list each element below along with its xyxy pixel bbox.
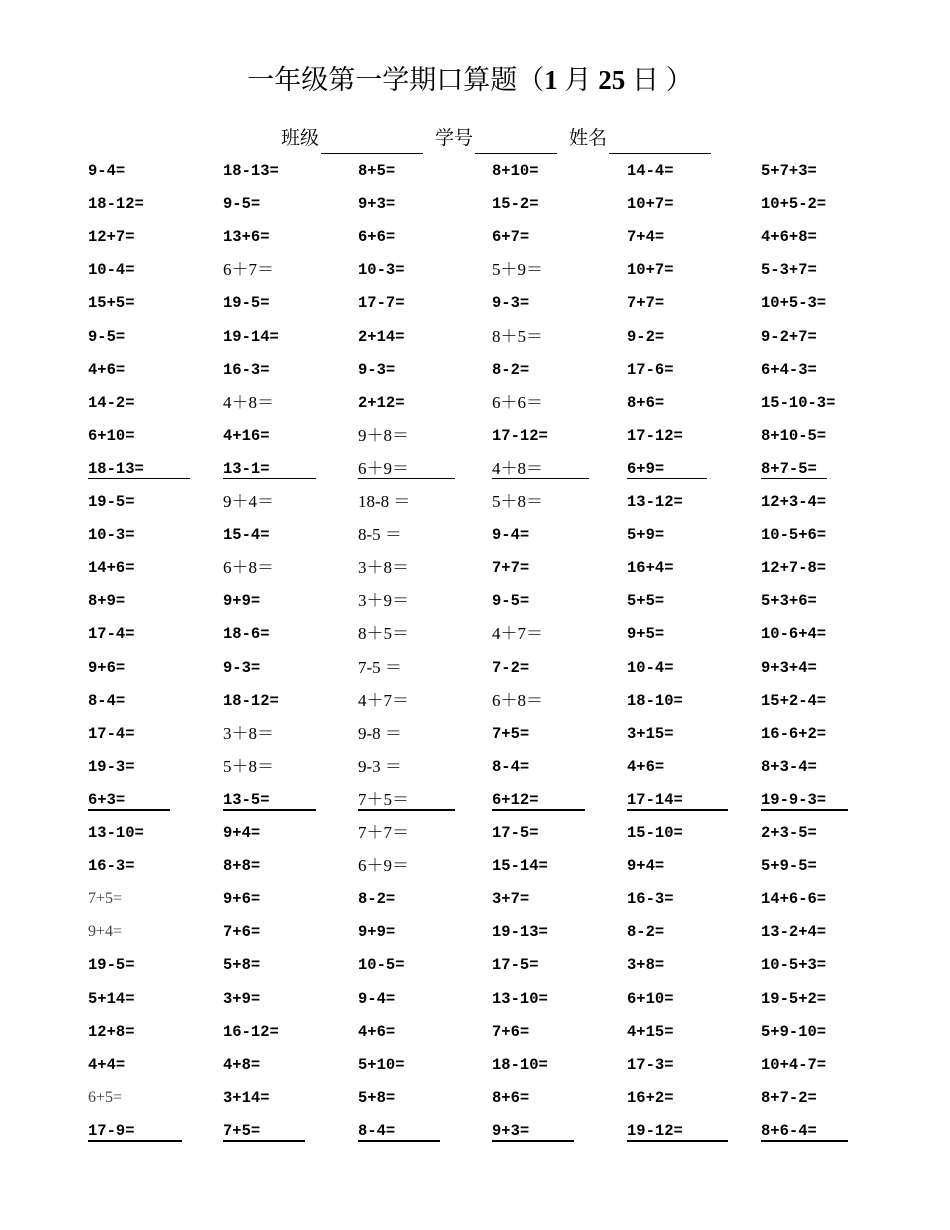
section-divider-line bbox=[492, 809, 585, 811]
problem-item: 6+9= bbox=[627, 459, 665, 478]
problem-item: 5+14= bbox=[88, 989, 135, 1008]
problem-item: 5+9-10= bbox=[761, 1022, 827, 1041]
problem-item: 18-10= bbox=[627, 691, 683, 710]
problem-item: 17-6= bbox=[627, 360, 674, 379]
problem-item: 13-10= bbox=[88, 824, 144, 842]
problem-item: 6＋9＝ bbox=[358, 458, 409, 478]
problem-row bbox=[0, 357, 950, 390]
problem-item: 15-10= bbox=[627, 824, 683, 842]
problem-row bbox=[0, 886, 950, 919]
problem-item: 15-4= bbox=[223, 526, 270, 545]
title-suffix: 日 ） bbox=[625, 65, 693, 95]
problem-item: 9+3+4= bbox=[761, 658, 817, 677]
problem-item: 18-6= bbox=[223, 625, 270, 644]
problem-item: 3+14= bbox=[223, 1088, 270, 1107]
problem-row bbox=[0, 1085, 950, 1118]
problem-item: 15-10-3= bbox=[761, 393, 836, 412]
problem-item: 7＋5＝ bbox=[358, 789, 409, 809]
problem-item: 8＋5＝ bbox=[492, 326, 543, 346]
problem-item: 8-4= bbox=[358, 1121, 396, 1140]
problem-item: 17-7= bbox=[358, 294, 405, 313]
problem-item: 19-12= bbox=[627, 1121, 683, 1140]
name-label: 姓名 bbox=[569, 128, 608, 149]
problem-item: 7＋7＝ bbox=[358, 823, 409, 842]
problem-item: 4＋8＝ bbox=[223, 392, 274, 412]
section-divider-line bbox=[627, 1140, 728, 1142]
problem-item: 6+7= bbox=[492, 228, 530, 247]
problem-item: 9+6= bbox=[223, 890, 261, 909]
problem-item: 6+6= bbox=[358, 228, 396, 247]
problem-item: 18-10= bbox=[492, 1055, 548, 1074]
problem-item: 5＋8＝ bbox=[223, 756, 274, 776]
problem-item: 4+6= bbox=[627, 757, 665, 776]
section-divider-line bbox=[358, 809, 455, 811]
problem-item: 13-10= bbox=[492, 989, 548, 1008]
problem-item: 8+10= bbox=[492, 162, 539, 180]
problem-item: 14+6-6= bbox=[761, 890, 827, 909]
problem-row bbox=[0, 721, 950, 754]
problem-item: 19-14= bbox=[223, 327, 279, 346]
problem-item: 15-2= bbox=[492, 195, 539, 214]
problem-item: 14-2= bbox=[88, 393, 135, 412]
section-divider-line bbox=[223, 478, 316, 479]
problem-row bbox=[0, 1019, 950, 1052]
problem-item: 8-2= bbox=[492, 360, 530, 379]
problem-item: 8+8= bbox=[223, 857, 261, 876]
problem-item: 6＋8＝ bbox=[223, 558, 274, 578]
problem-item: 5+9-5= bbox=[761, 857, 817, 876]
section-divider-line bbox=[358, 478, 455, 479]
problem-item: 3＋8＝ bbox=[358, 558, 409, 578]
problem-item: 19-9-3= bbox=[761, 790, 827, 809]
problem-item: 9-5= bbox=[492, 592, 530, 611]
problem-row bbox=[0, 324, 950, 357]
section-divider-line bbox=[223, 809, 316, 811]
problem-item: 4＋7＝ bbox=[358, 690, 409, 710]
problem-item: 8+7-5= bbox=[761, 459, 817, 478]
problem-row bbox=[0, 853, 950, 886]
problem-row bbox=[0, 588, 950, 621]
problem-item: 4+6= bbox=[358, 1022, 396, 1041]
problem-item: 6+10= bbox=[88, 426, 135, 445]
problem-item: 7+7= bbox=[492, 559, 530, 578]
problem-item: 4+4= bbox=[88, 1055, 126, 1074]
problem-item: 16-3= bbox=[627, 890, 674, 909]
problem-item: 10+5-2= bbox=[761, 195, 827, 214]
problem-item: 9+4= bbox=[88, 923, 123, 941]
problem-item: 12+3-4= bbox=[761, 493, 827, 511]
problem-item: 8＋5＝ bbox=[358, 624, 409, 644]
problem-item: 10+7= bbox=[627, 261, 674, 280]
title-month-label: 月 bbox=[557, 65, 599, 95]
problem-item: 10+7= bbox=[627, 195, 674, 214]
section-divider-line bbox=[88, 1140, 182, 1142]
problem-item: 12+7= bbox=[88, 228, 135, 247]
problem-item: 19-5= bbox=[223, 294, 270, 313]
problem-item: 19-5= bbox=[88, 956, 135, 975]
problem-item: 9+3= bbox=[492, 1121, 530, 1140]
problem-item: 8+10-5= bbox=[761, 426, 827, 445]
problem-item: 9＋4＝ bbox=[223, 492, 274, 511]
problem-item: 16+4= bbox=[627, 559, 674, 578]
problem-item: 8+6= bbox=[627, 393, 665, 412]
problem-row bbox=[0, 489, 950, 522]
problem-item: 9-8 ＝ bbox=[358, 723, 402, 743]
problem-item: 3＋8＝ bbox=[223, 723, 274, 743]
problem-item: 9-5= bbox=[88, 327, 126, 346]
problem-item: 8+6-4= bbox=[761, 1121, 817, 1140]
problem-item: 14-4= bbox=[627, 162, 674, 180]
problem-row bbox=[0, 820, 950, 853]
problem-row bbox=[0, 754, 950, 787]
problem-item: 8+3-4= bbox=[761, 757, 817, 776]
problem-item: 13-2+4= bbox=[761, 923, 827, 942]
problem-item: 18-12= bbox=[223, 691, 279, 710]
class-label: 班级 bbox=[281, 128, 320, 149]
problem-item: 3＋9＝ bbox=[358, 591, 409, 611]
problem-item: 13+6= bbox=[223, 228, 270, 247]
title-prefix: 一年级第一学期口算题（ bbox=[247, 65, 545, 95]
problem-row bbox=[0, 390, 950, 423]
problem-item: 2+14= bbox=[358, 327, 405, 346]
problem-item: 14+6= bbox=[88, 559, 135, 578]
problem-item: 9-3= bbox=[358, 360, 396, 379]
problem-item: 12+8= bbox=[88, 1022, 135, 1041]
problem-row bbox=[0, 919, 950, 952]
problem-item: 10+4-7= bbox=[761, 1055, 827, 1074]
problem-item: 5+3+6= bbox=[761, 592, 817, 611]
problem-row bbox=[0, 655, 950, 688]
problem-item: 9+9= bbox=[358, 923, 396, 942]
problem-item: 10-6+4= bbox=[761, 625, 827, 644]
problem-row bbox=[0, 522, 950, 555]
section-divider-line bbox=[88, 809, 170, 811]
problem-item: 5+8= bbox=[223, 956, 261, 975]
problem-item: 9+4= bbox=[627, 857, 665, 876]
problem-item: 4+6= bbox=[88, 360, 126, 379]
problem-item: 17-4= bbox=[88, 724, 135, 743]
problem-item: 3+9= bbox=[223, 989, 261, 1008]
problem-item: 17-3= bbox=[627, 1055, 674, 1074]
problem-item: 9+9= bbox=[223, 592, 261, 611]
problem-item: 16-6+2= bbox=[761, 724, 827, 743]
problem-row bbox=[0, 423, 950, 456]
problem-item: 10-4= bbox=[627, 658, 674, 677]
problem-item: 5+10= bbox=[358, 1055, 405, 1074]
problem-item: 8-2= bbox=[627, 923, 665, 942]
problem-item: 8-5 ＝ bbox=[358, 525, 402, 545]
problem-item: 9-3 ＝ bbox=[358, 756, 402, 776]
problem-item: 6＋9＝ bbox=[358, 856, 409, 876]
section-divider-line bbox=[761, 478, 827, 479]
problem-item: 13-12= bbox=[627, 493, 683, 511]
problem-item: 6＋6＝ bbox=[492, 392, 543, 412]
problem-item: 3+8= bbox=[627, 956, 665, 975]
section-divider-line bbox=[627, 478, 707, 479]
problem-item: 5+7+3= bbox=[761, 162, 817, 180]
problem-item: 3+7= bbox=[492, 890, 530, 909]
section-divider-line bbox=[761, 1140, 848, 1142]
problem-item: 15-14= bbox=[492, 857, 548, 876]
problem-item: 18-13= bbox=[223, 162, 279, 180]
problem-item: 16-3= bbox=[88, 857, 135, 876]
problem-item: 17-5= bbox=[492, 824, 539, 842]
problem-item: 7+5= bbox=[223, 1121, 261, 1140]
problem-row bbox=[0, 158, 950, 191]
problem-item: 6+3= bbox=[88, 790, 126, 809]
problem-row bbox=[0, 290, 950, 323]
problem-item: 8+7-2= bbox=[761, 1088, 817, 1107]
problem-item: 5＋8＝ bbox=[492, 492, 543, 511]
problem-item: 9+6= bbox=[88, 658, 126, 677]
problem-item: 6+4-3= bbox=[761, 360, 817, 379]
problem-item: 9-3= bbox=[492, 294, 530, 313]
problem-item: 5+5= bbox=[627, 592, 665, 611]
problem-item: 17-9= bbox=[88, 1121, 135, 1140]
problem-item: 2+12= bbox=[358, 393, 405, 412]
problem-item: 19-5+2= bbox=[761, 989, 827, 1008]
problem-row bbox=[0, 621, 950, 654]
problem-row bbox=[0, 1118, 950, 1151]
problem-item: 9-5= bbox=[223, 195, 261, 214]
problem-item: 4+8= bbox=[223, 1055, 261, 1074]
problem-item: 7+6= bbox=[223, 923, 261, 942]
problem-item: 10-5= bbox=[358, 956, 405, 975]
problem-item: 9+4= bbox=[223, 824, 261, 842]
problem-item: 13-5= bbox=[223, 790, 270, 809]
problem-item: 7-5 ＝ bbox=[358, 657, 402, 677]
problem-row bbox=[0, 688, 950, 721]
problem-item: 7+5= bbox=[492, 724, 530, 743]
problem-item: 18-12= bbox=[88, 195, 144, 214]
problem-item: 13-1= bbox=[223, 459, 270, 478]
problem-item: 16+2= bbox=[627, 1088, 674, 1107]
problem-item: 8+5= bbox=[358, 162, 396, 180]
section-divider-line bbox=[223, 1140, 305, 1142]
problem-item: 17-12= bbox=[627, 426, 683, 445]
problem-item: 9-4= bbox=[492, 526, 530, 545]
problem-item: 4+15= bbox=[627, 1022, 674, 1041]
problem-item: 6＋8＝ bbox=[492, 690, 543, 710]
problem-row bbox=[0, 191, 950, 224]
problem-item: 9-4= bbox=[88, 162, 126, 180]
problem-item: 5+9= bbox=[627, 526, 665, 545]
problem-item: 7-2= bbox=[492, 658, 530, 677]
problem-item: 6＋7＝ bbox=[223, 260, 274, 280]
problem-row bbox=[0, 257, 950, 290]
section-divider-line bbox=[492, 478, 589, 479]
student-number-label: 学号 bbox=[435, 128, 474, 149]
problem-item: 10-5+6= bbox=[761, 526, 827, 545]
problem-item: 10-4= bbox=[88, 261, 135, 280]
problem-item: 9+5= bbox=[627, 625, 665, 644]
problem-item: 19-5= bbox=[88, 493, 135, 511]
problem-item: 6+12= bbox=[492, 790, 539, 809]
problem-item: 15+5= bbox=[88, 294, 135, 313]
problem-row bbox=[0, 555, 950, 588]
problem-item: 8-4= bbox=[492, 757, 530, 776]
problem-item: 17-12= bbox=[492, 426, 548, 445]
problem-item: 8-2= bbox=[358, 890, 396, 909]
problem-item: 9+3= bbox=[358, 195, 396, 214]
problem-item: 7+5= bbox=[88, 890, 123, 908]
problem-item: 9-3= bbox=[223, 658, 261, 677]
problem-item: 18-8 ＝ bbox=[358, 492, 411, 511]
problem-item: 4+6+8= bbox=[761, 228, 817, 247]
problem-item: 4＋7＝ bbox=[492, 624, 543, 644]
problem-item: 17-5= bbox=[492, 956, 539, 975]
problem-item: 5-3+7= bbox=[761, 261, 817, 280]
problem-item: 8+6= bbox=[492, 1088, 530, 1107]
problem-row bbox=[0, 456, 950, 489]
problem-item: 8-4= bbox=[88, 691, 126, 710]
problem-item: 15+2-4= bbox=[761, 691, 827, 710]
problem-item: 7+6= bbox=[492, 1022, 530, 1041]
section-divider-line bbox=[88, 478, 190, 479]
problem-row bbox=[0, 1052, 950, 1085]
problem-item: 5＋9＝ bbox=[492, 260, 543, 280]
problem-item: 4＋8＝ bbox=[492, 458, 543, 478]
section-divider-line bbox=[492, 1140, 574, 1142]
problem-row bbox=[0, 787, 950, 820]
section-divider-line bbox=[761, 809, 848, 811]
problem-item: 2+3-5= bbox=[761, 824, 817, 842]
problem-item: 10+5-3= bbox=[761, 294, 827, 313]
problem-item: 16-12= bbox=[223, 1022, 279, 1041]
title-day-number: 25 bbox=[598, 65, 626, 95]
title-month-number: 1 bbox=[544, 65, 558, 95]
problem-item: 18-13= bbox=[88, 459, 144, 478]
problem-item: 3+15= bbox=[627, 724, 674, 743]
problem-row bbox=[0, 224, 950, 257]
section-divider-line bbox=[358, 1140, 440, 1142]
problem-item: 7+4= bbox=[627, 228, 665, 247]
problem-item: 9-2= bbox=[627, 327, 665, 346]
problem-item: 6+10= bbox=[627, 989, 674, 1008]
problem-item: 8+9= bbox=[88, 592, 126, 611]
problem-item: 9-2+7= bbox=[761, 327, 817, 346]
problem-item: 10-3= bbox=[358, 261, 405, 280]
problem-item: 5+8= bbox=[358, 1088, 396, 1107]
problem-row bbox=[0, 952, 950, 985]
problem-item: 19-3= bbox=[88, 757, 135, 776]
problem-row bbox=[0, 986, 950, 1019]
problem-item: 7+7= bbox=[627, 294, 665, 313]
section-divider-line bbox=[627, 809, 728, 811]
problem-item: 4+16= bbox=[223, 426, 270, 445]
problem-item: 16-3= bbox=[223, 360, 270, 379]
problem-item: 12+7-8= bbox=[761, 559, 827, 578]
problem-item: 9＋8＝ bbox=[358, 425, 409, 445]
problem-item: 9-4= bbox=[358, 989, 396, 1008]
problem-item: 19-13= bbox=[492, 923, 548, 942]
problem-item: 10-5+3= bbox=[761, 956, 827, 975]
problem-item: 10-3= bbox=[88, 526, 135, 545]
problem-item: 17-14= bbox=[627, 790, 683, 809]
problem-item: 6+5= bbox=[88, 1088, 123, 1106]
problem-item: 17-4= bbox=[88, 625, 135, 644]
